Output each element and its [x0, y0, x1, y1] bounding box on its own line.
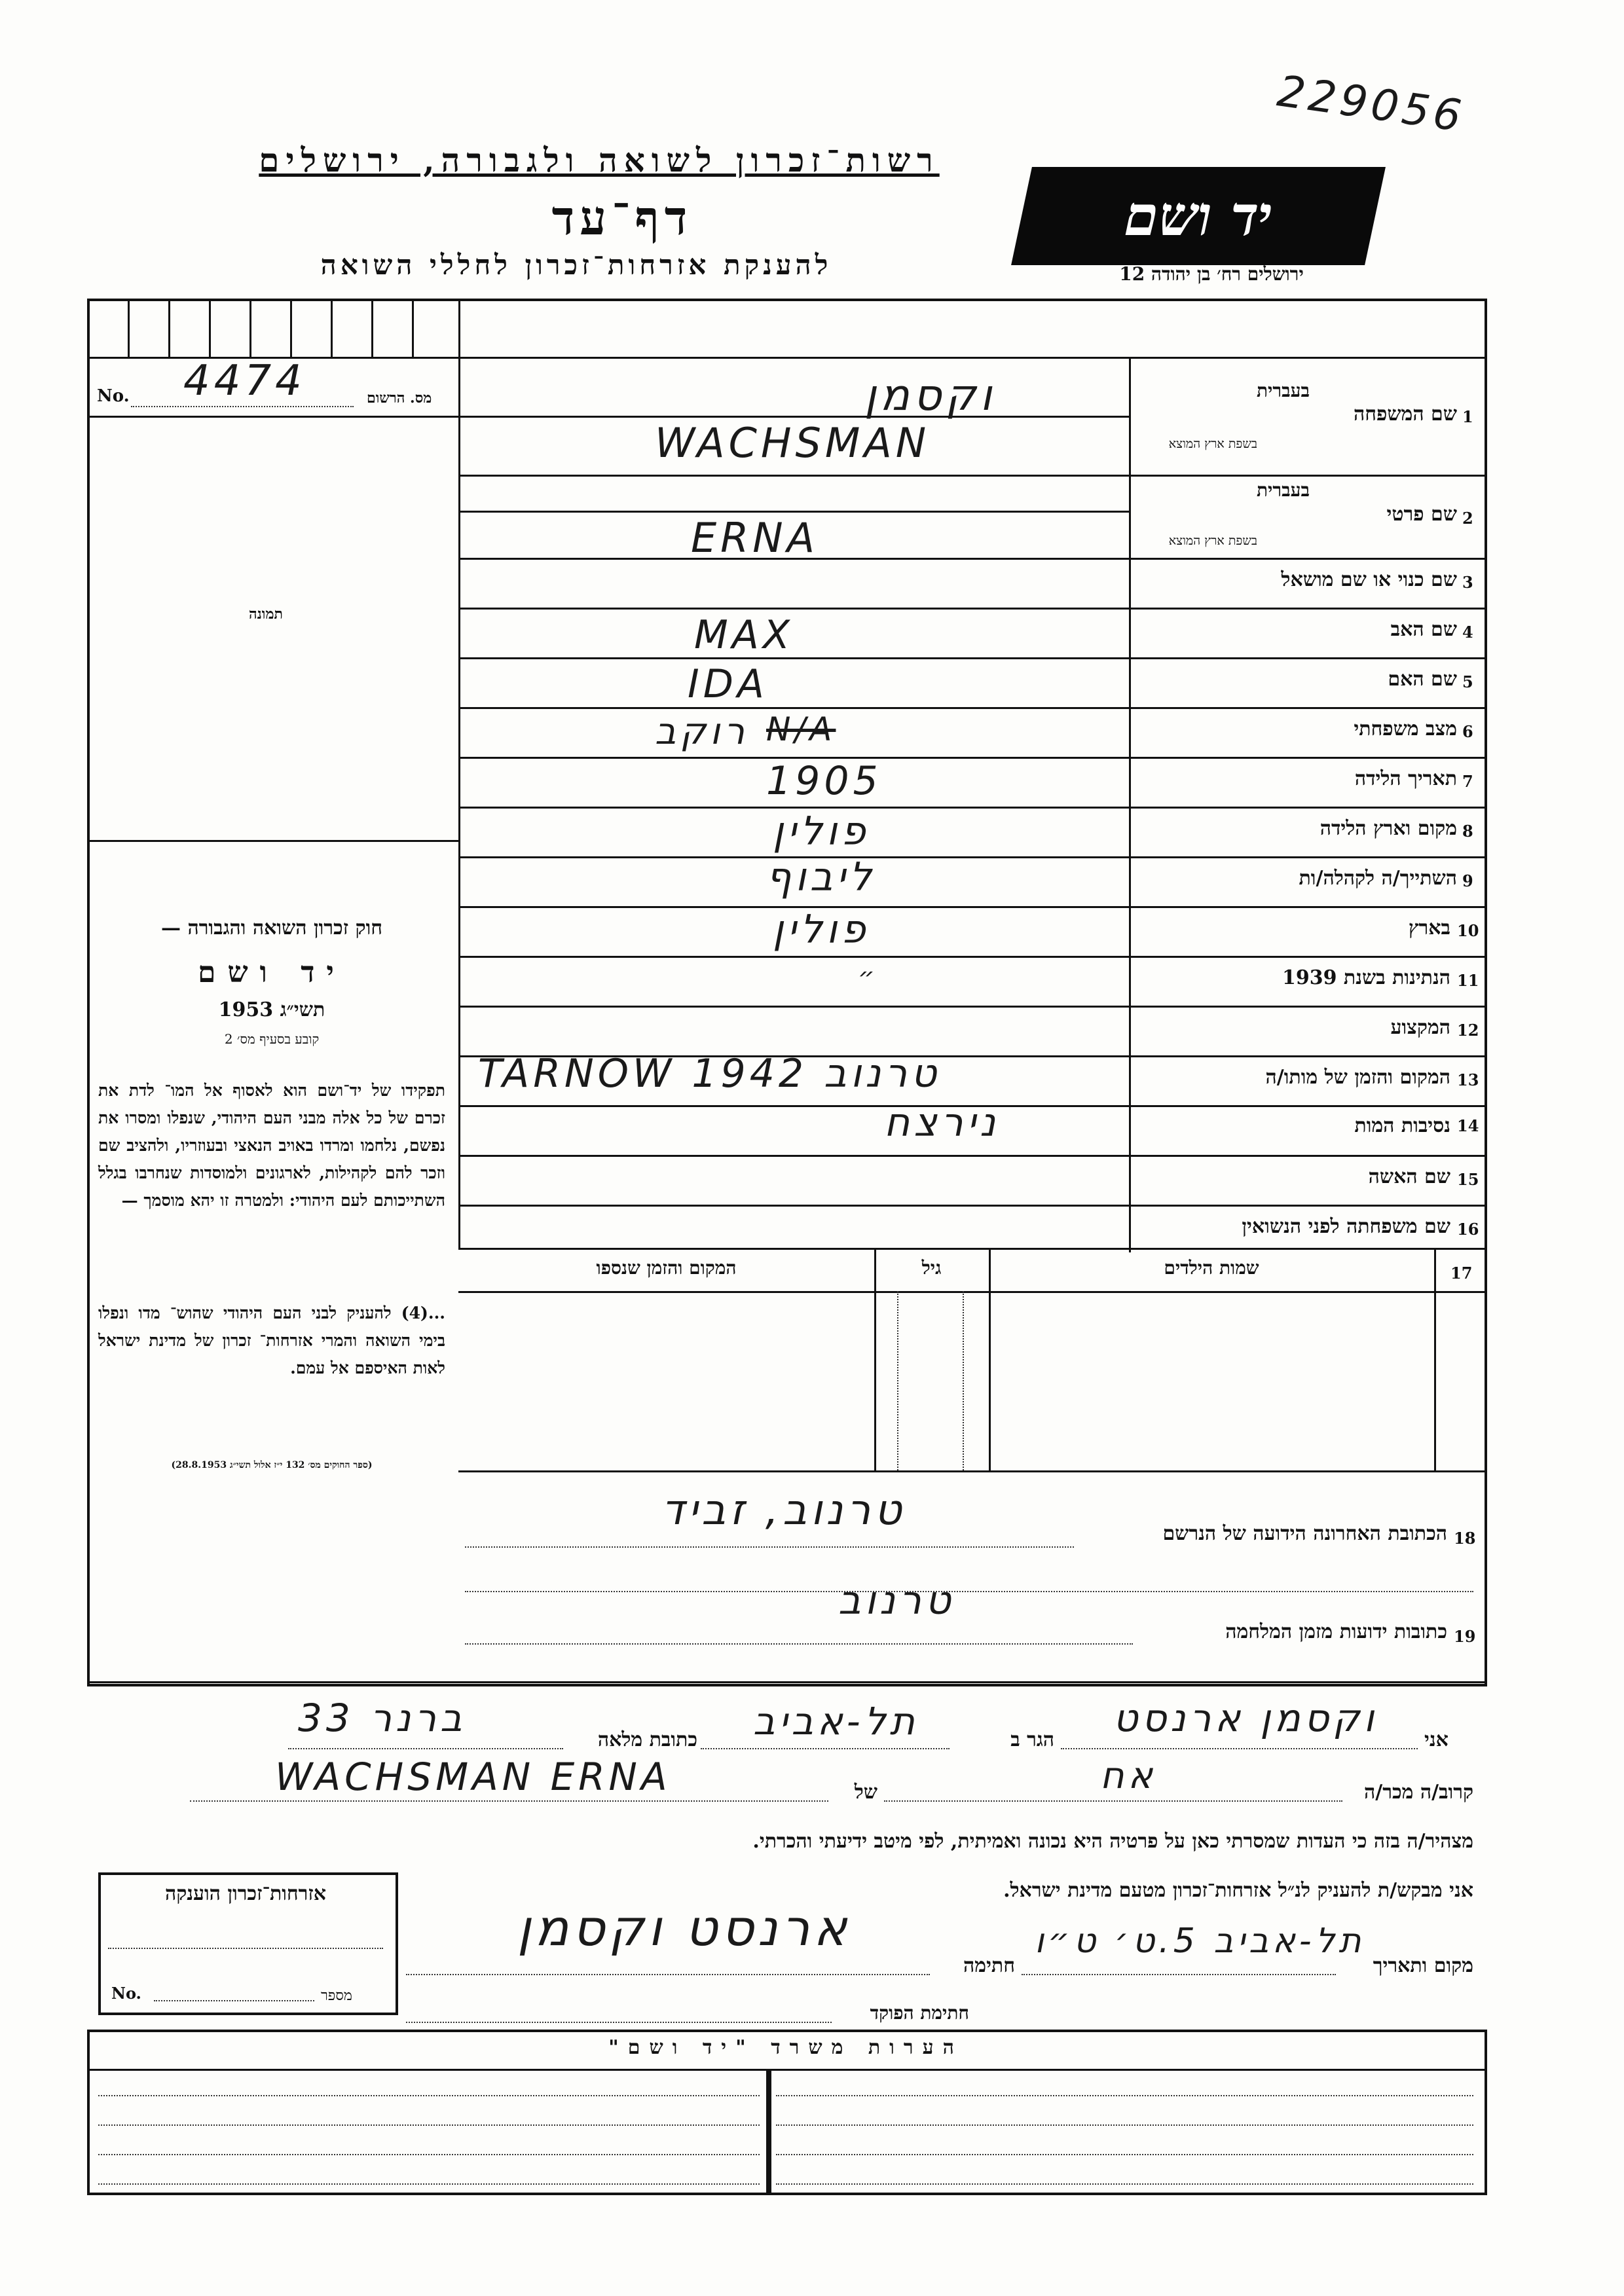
field-16-number: 16: [1457, 1220, 1479, 1239]
field-2-number: 2: [1462, 509, 1473, 528]
form-subtitle: להענקת אזרחות־זכרון לחללי השואה: [320, 249, 832, 281]
birth-place-value: פולין: [773, 809, 870, 854]
country-value: פולין: [773, 907, 870, 953]
citizenship-number-label: מספר: [321, 1988, 352, 2004]
registration-number: 4474: [183, 357, 306, 405]
yad-vashem-logo: יד ושם: [1011, 167, 1386, 265]
field-2-sub-origin: בשפת ארץ המוצא: [1168, 534, 1257, 548]
last-address-value: טרנוב, זביד: [661, 1486, 906, 1535]
resident-label: הגר ב: [1010, 1728, 1054, 1751]
field-9-number: 9: [1462, 871, 1473, 890]
field-18-label: הכתובת האחרונה הידועה של הנרשם: [1162, 1522, 1447, 1545]
law-clause: קובע בסעיף מס׳ 2: [224, 1031, 320, 1047]
nationality-value: ״: [858, 962, 879, 993]
declarant-name-value: וקסמן ארנסט: [1113, 1696, 1378, 1740]
field-1-sub-hebrew: בעברית: [1256, 380, 1310, 401]
declarant-ani: אני: [1424, 1728, 1449, 1751]
field-14-number: 14: [1457, 1116, 1479, 1135]
field-12-label: המקצוע: [1390, 1016, 1450, 1039]
father-name-value: MAX: [694, 612, 794, 658]
field-11-label: הנתינות בשנת 1939: [1282, 966, 1450, 989]
stamp-number: 229056: [1274, 65, 1468, 142]
field-4-label: שם האב: [1390, 618, 1457, 641]
field-16-label: שם משפחתה לפני הנשואין: [1242, 1215, 1450, 1238]
death-place-value: TARNOW 1942 טרנוב: [478, 1051, 940, 1097]
field-1-number: 1: [1462, 407, 1473, 426]
field-13-number: 13: [1457, 1070, 1479, 1089]
birth-date-value: 1905: [766, 758, 882, 804]
field-3-label: שם כנוי או שם מושאל: [1281, 568, 1457, 591]
law-name: יד ושם: [198, 956, 346, 989]
field-7-label: תאריך הלידה: [1354, 767, 1457, 790]
law-citation: (ספר החוקים מס׳ 132 י״ז אלול תשי״ג 28.8.1953): [171, 1460, 373, 1470]
office-notes-title: הערות משרד "יד ושם": [608, 2036, 963, 2059]
first-name-value: ERNA: [691, 514, 819, 562]
signature-label: חתימה: [963, 1954, 1015, 1977]
of-value: WACHSMAN ERNA: [275, 1755, 671, 1799]
field-3-number: 3: [1462, 573, 1473, 592]
place-date-value: תל-אביב 5.ט׳ ט״ו: [1035, 1922, 1365, 1961]
field-2-sub-hebrew: בעברית: [1256, 479, 1310, 501]
field-5-label: שם האם: [1388, 668, 1457, 691]
children-place-header: המקום והזמן שנספו: [596, 1257, 737, 1279]
children-age-header: גיל: [921, 1257, 942, 1279]
field-13-label: המקום והזמן של מותו/ה: [1265, 1066, 1450, 1089]
declarant-address-value: ברנר 33: [298, 1696, 466, 1740]
address-line: ירושלים רח׳ בן יהודה 12: [1119, 263, 1304, 285]
field-12-number: 12: [1457, 1021, 1479, 1040]
field-15-number: 15: [1457, 1170, 1479, 1189]
relation-value: אח: [1100, 1755, 1157, 1797]
authority-title: רשות־זכרון לשואה ולגבורה, ירושלים: [259, 141, 940, 179]
field-19-number: 19: [1454, 1627, 1476, 1646]
field-10-number: 10: [1457, 921, 1479, 940]
form-title: דף־עד: [551, 190, 693, 246]
signature-value: ארנסט וקסמן: [517, 1899, 851, 1957]
field-6-number: 6: [1462, 722, 1473, 741]
field-1-label: שם המשפחה: [1353, 403, 1457, 426]
full-address-label: כתובת מלאה: [597, 1728, 697, 1751]
photo-label: תמונה: [249, 606, 283, 623]
field-7-number: 7: [1462, 772, 1473, 791]
citizenship-no-label: No.: [111, 1984, 141, 2003]
field-11-number: 11: [1457, 971, 1479, 990]
reg-no-label: No.: [97, 386, 130, 406]
surname-hebrew-value: וקסמן: [864, 370, 996, 420]
statement-1: מצהיר/ה בזה כי העדות שמסרתי כאן על פרטיה היא נכונה ואמיתית, לפי מיטב ידיעתי והכרתי.: [752, 1830, 1473, 1853]
law-title: חוק זכרון השואה והגבורה —: [161, 917, 382, 939]
reg-label: מס. הרשום: [367, 390, 432, 407]
relative-label: קרוב/ה מכר/ה: [1364, 1781, 1473, 1804]
field-19-label: כתובות ידועות מזמן המלחמה: [1225, 1620, 1447, 1643]
field-4-number: 4: [1462, 623, 1473, 642]
field-8-label: מקום וארץ הלידה: [1320, 817, 1457, 840]
law-year: תשי״ג 1953: [218, 998, 325, 1021]
field-8-number: 8: [1462, 822, 1473, 841]
wartime-address-value: טרנוב: [838, 1578, 955, 1624]
children-number: 17: [1450, 1264, 1473, 1283]
field-2-label: שם פרטי: [1386, 503, 1457, 526]
field-5-number: 5: [1462, 672, 1473, 691]
mother-name-value: IDA: [688, 661, 768, 707]
field-14-label: נסיבות המות: [1354, 1114, 1450, 1137]
of-label: של: [854, 1781, 877, 1804]
surname-value: WACHSMAN: [655, 419, 931, 467]
law-paragraph-2: ...(4) להעניק לבני העם היהודי שהוש־ מדו ונפלו בימי השואה והמרי אזרחות־ זכרון של מדינת ישראל לאות האיספם אל עמם.: [98, 1303, 445, 1377]
law-paragraph-1: תפקידו של יד־ושם הוא לאסוף אל המו־ לדת את זכרם של כל אלה מבני העם היהודי, שנפלו ומסרו את נפשם, נלחמו ומרדו באויב הנאצי ובעוזריו, ולהציב שם וזכר להם לקהילות, לארגונים ולמוסדות שנחרבו בגלל השתייכותם לעם היהודי: ולמטרה זו יהא מוסמך —: [98, 1081, 445, 1210]
field-10-label: בארץ: [1408, 917, 1450, 939]
community-value: ליבוף: [766, 854, 876, 900]
officer-signature-label: חתימת הפוקד: [870, 2002, 969, 2024]
marital-status-value: רוקב: [655, 710, 748, 753]
marital-status-struck: N/A: [766, 710, 836, 748]
field-6-label: מצב משפחתי: [1354, 718, 1457, 740]
death-circumstances-value: נירצח: [884, 1100, 1000, 1146]
declarant-city-value: תל-אביב: [753, 1699, 919, 1743]
children-names-header: שמות הילדים: [1164, 1257, 1259, 1279]
place-date-label: מקום ותאריך: [1373, 1954, 1473, 1977]
field-18-number: 18: [1454, 1529, 1476, 1548]
statement-2: אני מבקש/ת להעניק לנ״ל אזרחות־זכרון מטעם מדינת ישראל.: [1003, 1879, 1473, 1902]
field-15-label: שם האשה: [1368, 1165, 1450, 1188]
citizenship-box-title: אזרחות־זכרון הוענקה: [164, 1882, 327, 1905]
field-9-label: השתייך/ה לקהלה/ות: [1299, 867, 1457, 890]
field-1-sub-origin: בשפת ארץ המוצא: [1168, 437, 1257, 451]
